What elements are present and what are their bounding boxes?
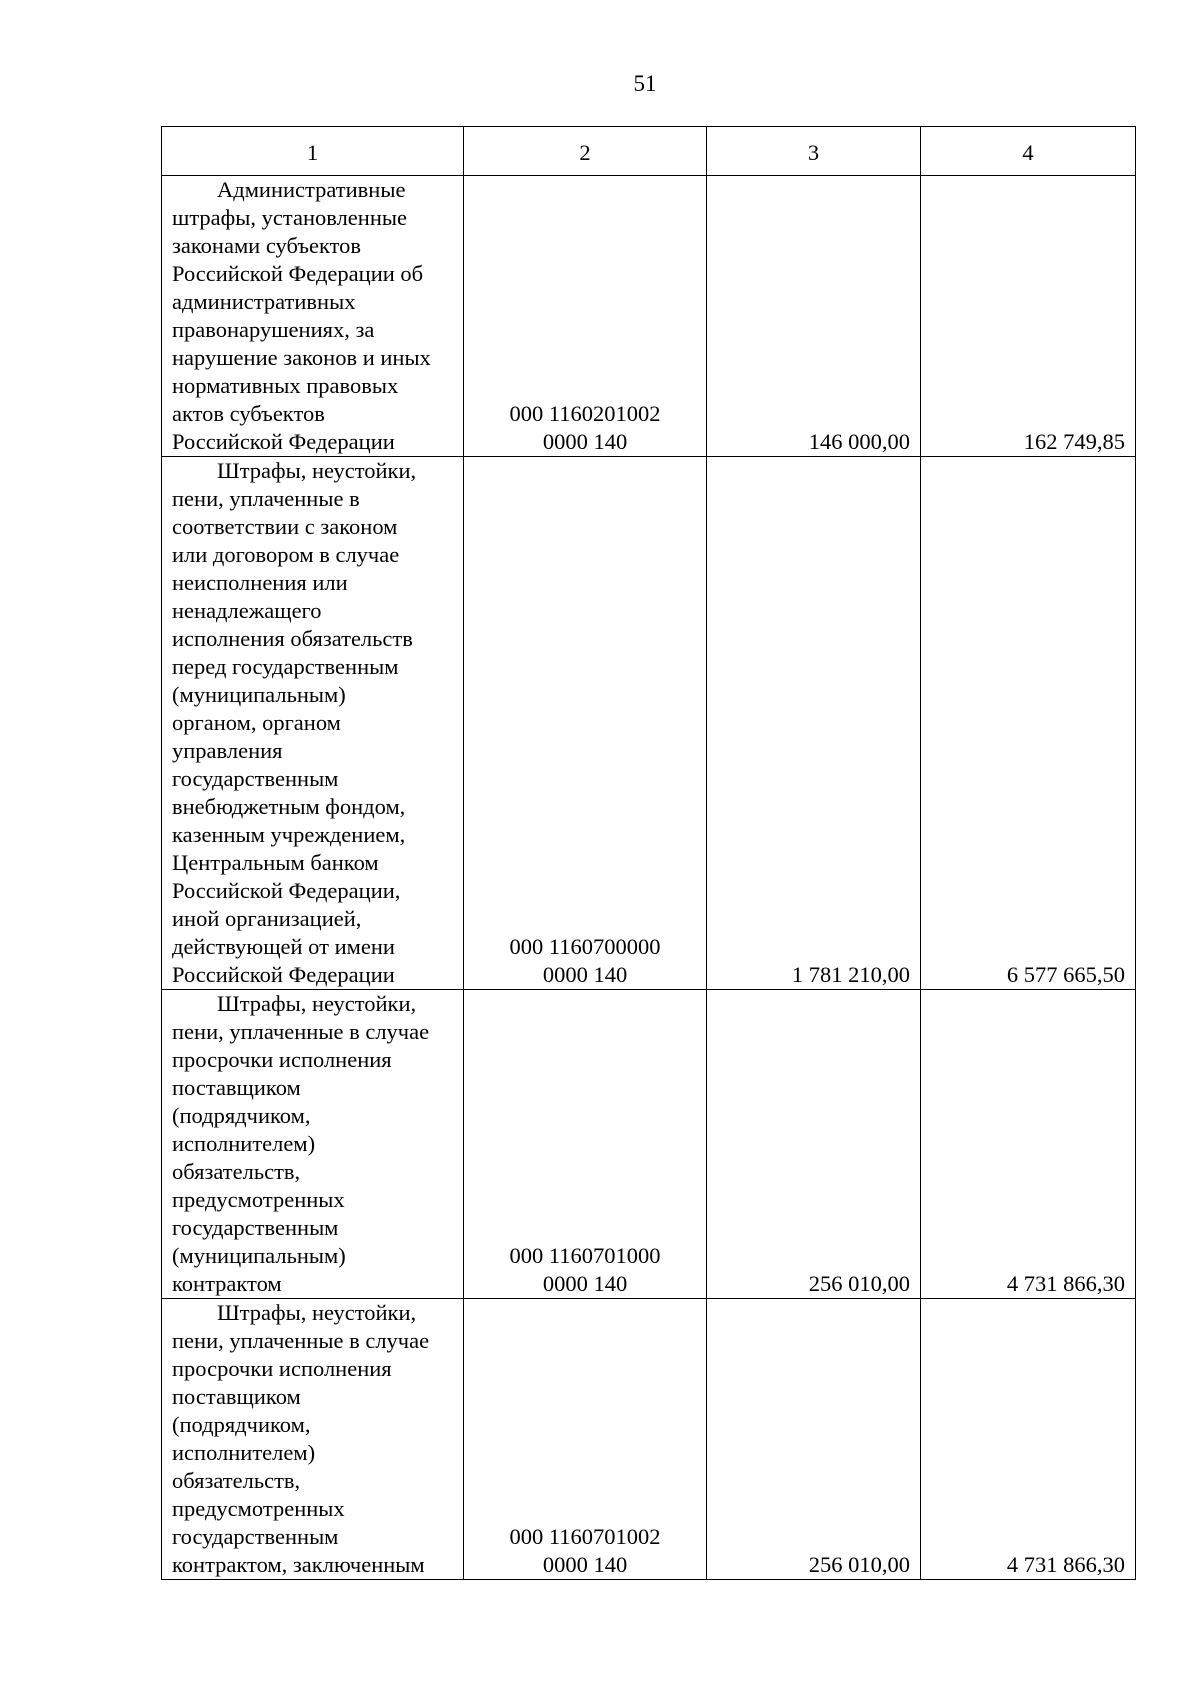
row-value3-cell: 1 781 210,00 [707, 457, 921, 990]
row-name-cell: Штрафы, неустойки, пени, уплаченные в случае просрочки исполнения поставщиком (подрядчиком, исполнителем) обязательств, предусмотренных государственным контрактом, заключенным [162, 1299, 464, 1580]
table-row [162, 457, 1136, 990]
row-value4-cell: 4 731 866,30 [921, 1299, 1136, 1580]
column-header-1: 1 [162, 127, 464, 176]
row-name-cell: Штрафы, неустойки, пени, уплаченные в соответствии с законом или договором в случае неисполнения или ненадлежащего исполнения обязательств перед государственным (муниципальным) органом, органом управления государственным внебюджетным фондом, казенным учреждением, Центральным банком Российской Федерации, иной организацией, действующей от имени Российской Федерации [162, 457, 464, 990]
row-name-cell: Штрафы, неустойки, пени, уплаченные в случае просрочки исполнения поставщиком (подрядчиком, исполнителем) обязательств, предусмотренных государственным (муниципальным) контрактом [162, 990, 464, 1299]
table-header-row [162, 127, 1136, 176]
table-row [162, 176, 1136, 457]
row-value4-cell: 162 749,85 [921, 176, 1136, 457]
row-value4-cell: 4 731 866,30 [921, 990, 1136, 1299]
revenue-table [161, 126, 1136, 1580]
row-code-cell: 000 1160700000 0000 140 [464, 457, 707, 990]
row-value3-cell: 256 010,00 [707, 1299, 921, 1580]
row-value3-cell: 256 010,00 [707, 990, 921, 1299]
row-code-cell: 000 1160201002 0000 140 [464, 176, 707, 457]
row-value4-cell: 6 577 665,50 [921, 457, 1136, 990]
table-row [162, 1299, 1136, 1580]
row-name-cell: Административные штрафы, установленные законами субъектов Российской Федерации об административных правонарушениях, за нарушение законов и иных нормативных правовых актов субъектов Российской Федерации [162, 176, 464, 457]
column-header-2: 2 [464, 127, 707, 176]
column-header-4: 4 [921, 127, 1136, 176]
column-header-3: 3 [707, 127, 921, 176]
row-code-cell: 000 1160701002 0000 140 [464, 1299, 707, 1580]
row-value3-cell: 146 000,00 [707, 176, 921, 457]
row-code-cell: 000 1160701000 0000 140 [464, 990, 707, 1299]
page-number: 51 [633, 71, 657, 96]
table-row [162, 990, 1136, 1299]
